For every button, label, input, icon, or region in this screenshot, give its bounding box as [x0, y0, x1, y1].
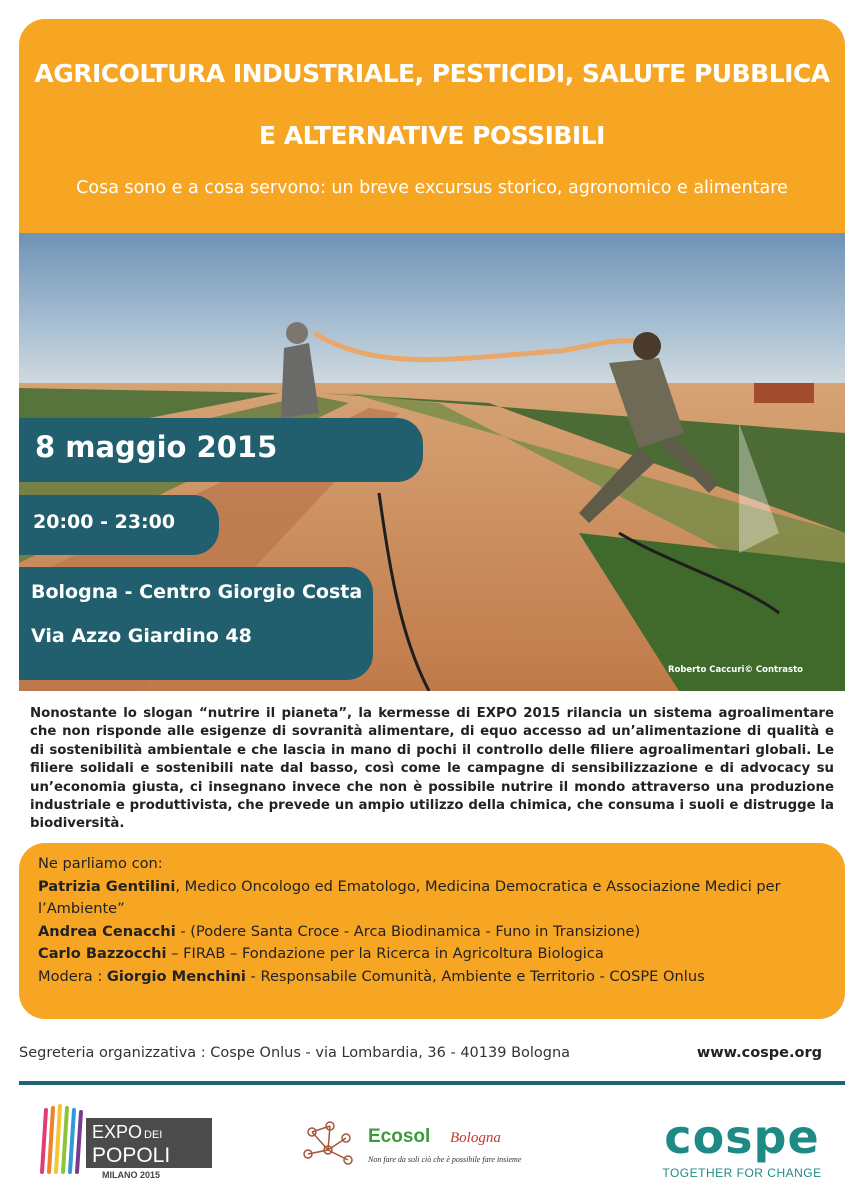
date-tab	[19, 418, 423, 482]
cospe-tagline: TOGETHER FOR CHANGE	[662, 1166, 822, 1180]
ecosol-city: Bologna	[450, 1130, 501, 1146]
event-address: Via Azzo Giardino 48	[31, 625, 252, 647]
cospe-name: cospe	[664, 1110, 820, 1164]
ecosol-network-icon	[298, 1118, 558, 1178]
place-tab	[19, 567, 373, 680]
moderator-name: Giorgio Menchini	[106, 967, 246, 985]
footer-divider	[19, 1081, 845, 1085]
ecosol-bologna-logo	[298, 1118, 558, 1178]
expo-l1: EXPO	[92, 1122, 143, 1142]
speaker-2	[38, 921, 825, 944]
time-tab	[19, 495, 219, 555]
speaker-2-role: - (Podere Santa Croce - Arca Biodinamica - Funo in Transizione)	[175, 922, 641, 940]
expo-stripes-icon	[40, 1100, 220, 1180]
speaker-1	[38, 876, 825, 921]
speakers-box	[19, 843, 845, 1019]
description-paragraph: Nonostante lo slogan “nutrire il pianeta”, la kermesse di EXPO 2015 rilancia un sistema agroalimentare che non risponde alle esigenze di sovranità alimentare, di equo accesso ad un’alimentazione di qualità e di sostenibilità ambientale e che lascia in mano di pochi il controllo delle filiere agroalimentari globali. Le filiere solidali e sostenibili nate dal basso, così come le campagne di sensibilizzazione e di advocacy su un’economia giusta, ci insegnano invece che non è possibile nutrire il mondo attraverso una produzione industriale e produttivista, che prevede un ampio utilizzo della chimica, che consuma i suoli e distrugge la biodiversità.	[30, 706, 834, 832]
moderator-role: - Responsabile Comunità, Ambiente e Territorio - COSPE Onlus	[245, 967, 705, 985]
secretariat-info: Segreteria organizzativa : Cospe Onlus - via Lombardia, 36 - 40139 Bologna	[19, 1045, 571, 1061]
speaker-3-role: – FIRAB – Fondazione per la Ricerca in Agricoltura Biologica	[166, 945, 604, 962]
event-time: 20:00 - 23:00	[33, 511, 176, 533]
expo-l3: MILANO 2015	[102, 1170, 161, 1180]
moderator	[38, 966, 825, 989]
speaker-3	[38, 943, 825, 966]
subtitle: Cosa sono e a cosa servono: un breve excursus storico, agronomico e alimentare	[76, 178, 788, 198]
speaker-2-name: Andrea Cenacchi	[38, 922, 176, 940]
cospe-logo	[654, 1112, 830, 1192]
speaker-1-name: Patrizia Gentilini	[38, 877, 176, 895]
title-line-2: E ALTERNATIVE POSSIBILI	[259, 121, 605, 150]
title-line-1: AGRICOLTURA INDUSTRIALE, PESTICIDI, SALUTE PUBBLICA	[34, 59, 830, 88]
speaker-3-name: Carlo Bazzocchi	[38, 945, 167, 962]
header-banner	[19, 19, 845, 233]
expo-dei-popoli-logo	[40, 1100, 220, 1180]
expo-l2: POPOLI	[92, 1144, 171, 1167]
speaker-1-role: , Medico Oncologo ed Ematologo, Medicina Democratica e Associazione Medici per l’Ambiente”	[38, 877, 781, 917]
speakers-intro: Ne parliamo con:	[38, 855, 163, 872]
photo-credit: Roberto Caccuri© Contrasto	[667, 665, 803, 675]
website-link[interactable]: www.cospe.org	[696, 1045, 822, 1061]
ecosol-name: Ecosol	[368, 1126, 431, 1147]
event-date: 8 maggio 2015	[35, 430, 278, 464]
moderator-label: Modera :	[38, 967, 107, 985]
ecosol-tagline: Non fare da soli ciò che è possibile fare insieme	[368, 1155, 522, 1164]
event-venue: Bologna - Centro Giorgio Costa	[31, 581, 363, 603]
expo-dei: DEI	[144, 1129, 163, 1141]
